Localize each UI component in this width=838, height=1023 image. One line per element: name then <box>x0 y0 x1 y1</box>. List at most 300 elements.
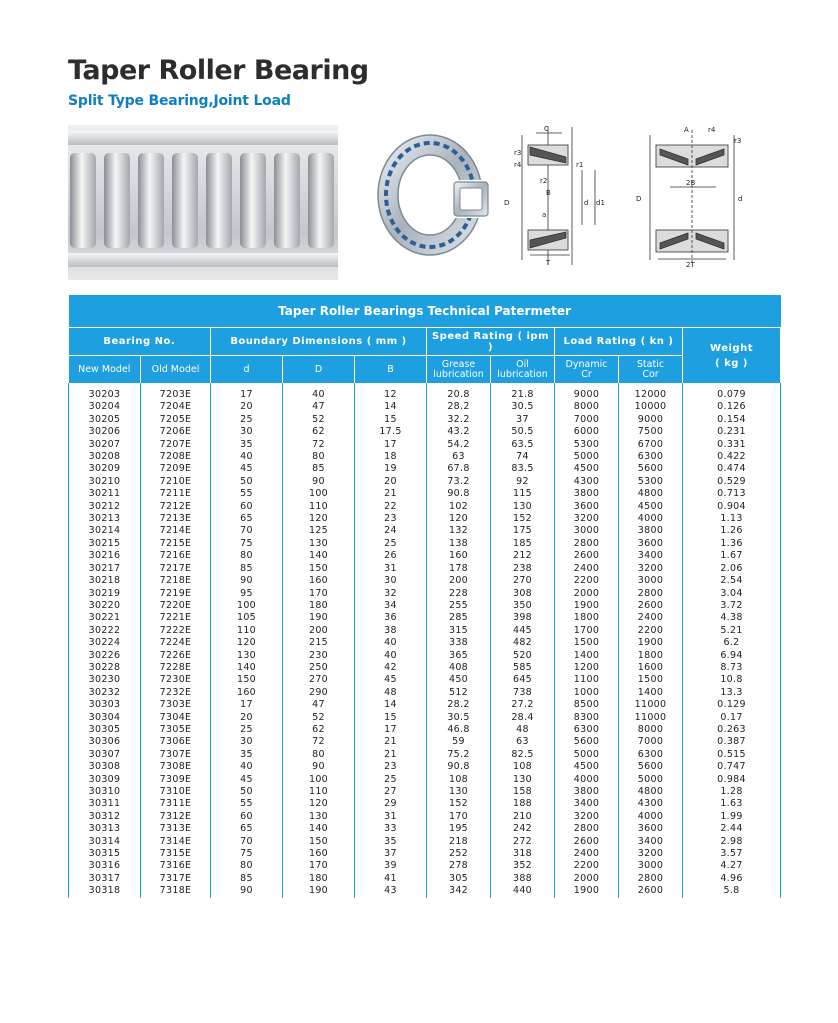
dynamic-line1: Dynamic <box>565 358 608 370</box>
table-cell: 0.331 <box>683 439 781 451</box>
table-cell: 160 <box>283 575 355 587</box>
dynamic-line2: Cr <box>581 368 592 380</box>
table-cell: 2400 <box>555 848 619 860</box>
table-cell: 338 <box>427 637 491 649</box>
table-row <box>69 650 781 662</box>
table-cell: 7211E <box>141 488 211 500</box>
table-cell: 270 <box>283 674 355 686</box>
table-cell: 4500 <box>555 761 619 773</box>
table-row <box>69 761 781 773</box>
label-r2: r2 <box>540 177 548 185</box>
double-row-diagram <box>628 125 758 270</box>
table-cell: 59 <box>427 736 491 748</box>
table-cell: 115 <box>491 488 555 500</box>
table-cell: 30224 <box>69 637 141 649</box>
table-row <box>69 885 781 897</box>
table-cell: 36 <box>355 612 427 624</box>
table-cell: 140 <box>283 550 355 562</box>
col-grease <box>427 356 491 384</box>
table-cell: 65 <box>211 513 283 525</box>
table-cell: 25 <box>355 538 427 550</box>
table-cell: 1.63 <box>683 798 781 810</box>
table-cell: 218 <box>427 836 491 848</box>
table-row <box>69 749 781 761</box>
table-cell: 12000 <box>619 383 683 401</box>
table-cell: 48 <box>491 724 555 736</box>
table-cell: 7306E <box>141 736 211 748</box>
table-row <box>69 712 781 724</box>
table-cell: 7209E <box>141 463 211 475</box>
table-cell: 9000 <box>619 414 683 426</box>
table-cell: 7309E <box>141 774 211 786</box>
col-dynamic <box>555 356 619 384</box>
label-t: T <box>546 259 551 267</box>
table-cell: 7212E <box>141 501 211 513</box>
table-cell: 1400 <box>555 650 619 662</box>
table-cell: 2600 <box>619 885 683 897</box>
table-row <box>69 538 781 550</box>
table-cell: 2.06 <box>683 563 781 575</box>
table-cell: 30212 <box>69 501 141 513</box>
bearing-render-image <box>372 130 492 260</box>
table-cell: 3400 <box>619 550 683 562</box>
table-cell: 45 <box>355 674 427 686</box>
table-cell: 17.5 <box>355 426 427 438</box>
table-cell: 4000 <box>555 774 619 786</box>
group-speed: Speed Rating ( ipm ) <box>427 328 555 356</box>
table-cell: 30311 <box>69 798 141 810</box>
table-cell: 4300 <box>555 476 619 488</box>
table-cell: 2200 <box>619 625 683 637</box>
table-cell: 85 <box>283 463 355 475</box>
table-cell: 30210 <box>69 476 141 488</box>
label-r4: r4 <box>514 161 522 169</box>
table-cell: 5.8 <box>683 885 781 897</box>
table-cell: 1900 <box>555 885 619 897</box>
table-cell: 30226 <box>69 650 141 662</box>
label-outer-d2: D <box>636 195 642 203</box>
table-cell: 1200 <box>555 662 619 674</box>
table-row <box>69 426 781 438</box>
table-cell: 4000 <box>619 513 683 525</box>
spec-table <box>68 295 780 898</box>
table-cell: 30213 <box>69 513 141 525</box>
table-cell: 318 <box>491 848 555 860</box>
table-cell: 30203 <box>69 383 141 401</box>
table-cell: 6300 <box>555 724 619 736</box>
table-cell: 102 <box>427 501 491 513</box>
table-cell: 2600 <box>555 550 619 562</box>
table-cell: 30 <box>355 575 427 587</box>
col-old-model: Old Model <box>141 356 211 384</box>
table-cell: 8000 <box>619 724 683 736</box>
table-cell: 82.5 <box>491 749 555 761</box>
table-cell: 105 <box>211 612 283 624</box>
table-cell: 0.529 <box>683 476 781 488</box>
table-cell: 138 <box>427 538 491 550</box>
table-cell: 0.387 <box>683 736 781 748</box>
label-d1: d1 <box>596 199 605 207</box>
table-row <box>69 860 781 872</box>
table-cell: 3800 <box>619 525 683 537</box>
table-cell: 90.8 <box>427 761 491 773</box>
table-cell: 7307E <box>141 749 211 761</box>
table-cell: 90.8 <box>427 488 491 500</box>
table-cell: 30312 <box>69 811 141 823</box>
table-cell: 140 <box>283 823 355 835</box>
table-cell: 47 <box>283 699 355 711</box>
table-cell: 238 <box>491 563 555 575</box>
table-cell: 28.2 <box>427 699 491 711</box>
table-cell: 8.73 <box>683 662 781 674</box>
table-cell: 0.474 <box>683 463 781 475</box>
table-cell: 1.26 <box>683 525 781 537</box>
table-cell: 30220 <box>69 600 141 612</box>
table-cell: 40 <box>211 761 283 773</box>
table-cell: 43 <box>355 885 427 897</box>
table-row <box>69 451 781 463</box>
table-cell: 1900 <box>619 637 683 649</box>
table-cell: 482 <box>491 637 555 649</box>
table-cell: 2000 <box>555 588 619 600</box>
table-cell: 30209 <box>69 463 141 475</box>
table-cell: 67.8 <box>427 463 491 475</box>
table-cell: 132 <box>427 525 491 537</box>
table-cell: 19 <box>355 463 427 475</box>
table-cell: 2400 <box>619 612 683 624</box>
table-cell: 130 <box>283 811 355 823</box>
page-subtitle: Split Type Bearing,Joint Load <box>68 93 291 109</box>
table-cell: 290 <box>283 687 355 699</box>
table-cell: 30230 <box>69 674 141 686</box>
table-cell: 39 <box>355 860 427 872</box>
table-cell: 3400 <box>555 798 619 810</box>
table-row <box>69 811 781 823</box>
table-cell: 25 <box>211 724 283 736</box>
table-cell: 4500 <box>619 501 683 513</box>
table-row <box>69 848 781 860</box>
table-cell: 0.747 <box>683 761 781 773</box>
table-cell: 170 <box>283 860 355 872</box>
table-row <box>69 674 781 686</box>
table-cell: 30 <box>211 426 283 438</box>
table-cell: 30219 <box>69 588 141 600</box>
table-cell: 130 <box>491 774 555 786</box>
group-load: Load Rating ( kn ) <box>555 328 683 356</box>
table-cell: 308 <box>491 588 555 600</box>
table-cell: 645 <box>491 674 555 686</box>
table-row <box>69 600 781 612</box>
table-cell: 75 <box>211 848 283 860</box>
table-cell: 0.904 <box>683 501 781 513</box>
table-cell: 13.3 <box>683 687 781 699</box>
table-cell: 21 <box>355 488 427 500</box>
table-cell: 30308 <box>69 761 141 773</box>
table-cell: 7207E <box>141 439 211 451</box>
table-cell: 7305E <box>141 724 211 736</box>
oil-line1: Oil <box>516 358 529 370</box>
table-cell: 120 <box>283 798 355 810</box>
table-cell: 6000 <box>555 426 619 438</box>
table-cell: 150 <box>283 836 355 848</box>
table-cell: 9000 <box>555 383 619 401</box>
table-cell: 7311E <box>141 798 211 810</box>
table-cell: 24 <box>355 525 427 537</box>
table-row <box>69 476 781 488</box>
table-cell: 3800 <box>555 488 619 500</box>
label-r4b: r4 <box>708 126 716 134</box>
table-cell: 46.8 <box>427 724 491 736</box>
table-cell: 18 <box>355 451 427 463</box>
table-cell: 20 <box>211 712 283 724</box>
table-cell: 4300 <box>619 798 683 810</box>
table-cell: 398 <box>491 612 555 624</box>
table-cell: 0.231 <box>683 426 781 438</box>
table-cell: 255 <box>427 600 491 612</box>
table-cell: 160 <box>283 848 355 860</box>
table-cell: 7314E <box>141 836 211 848</box>
table-cell: 14 <box>355 401 427 413</box>
table-cell: 2200 <box>555 860 619 872</box>
table-cell: 30217 <box>69 563 141 575</box>
table-cell: 63 <box>427 451 491 463</box>
table-cell: 7205E <box>141 414 211 426</box>
table-cell: 7313E <box>141 823 211 835</box>
table-cell: 7213E <box>141 513 211 525</box>
table-cell: 1700 <box>555 625 619 637</box>
table-cell: 3000 <box>619 860 683 872</box>
table-cell: 30207 <box>69 439 141 451</box>
table-cell: 63 <box>491 736 555 748</box>
table-cell: 6300 <box>619 749 683 761</box>
table-cell: 130 <box>211 650 283 662</box>
table-cell: 62 <box>283 724 355 736</box>
table-cell: 35 <box>211 749 283 761</box>
table-cell: 285 <box>427 612 491 624</box>
label-outer-d: D <box>504 199 510 207</box>
table-cell: 0.154 <box>683 414 781 426</box>
table-cell: 26 <box>355 550 427 562</box>
table-cell: 7224E <box>141 637 211 649</box>
table-cell: 32.2 <box>427 414 491 426</box>
table-cell: 7318E <box>141 885 211 897</box>
table-row <box>69 612 781 624</box>
table-cell: 30228 <box>69 662 141 674</box>
table-cell: 3600 <box>619 823 683 835</box>
table-cell: 8300 <box>555 712 619 724</box>
table-cell: 4500 <box>555 463 619 475</box>
col-static <box>619 356 683 384</box>
table-cell: 120 <box>427 513 491 525</box>
table-cell: 23 <box>355 761 427 773</box>
table-cell: 42 <box>355 662 427 674</box>
table-cell: 365 <box>427 650 491 662</box>
table-cell: 40 <box>355 637 427 649</box>
table-cell: 315 <box>427 625 491 637</box>
table-cell: 190 <box>283 885 355 897</box>
table-cell: 28.4 <box>491 712 555 724</box>
table-cell: 252 <box>427 848 491 860</box>
table-cell: 1000 <box>555 687 619 699</box>
table-cell: 7316E <box>141 860 211 872</box>
table-cell: 30221 <box>69 612 141 624</box>
table-cell: 3400 <box>619 836 683 848</box>
table-row <box>69 687 781 699</box>
table-cell: 7208E <box>141 451 211 463</box>
table-cell: 4.27 <box>683 860 781 872</box>
table-cell: 30309 <box>69 774 141 786</box>
table-cell: 7317E <box>141 873 211 885</box>
table-cell: 130 <box>491 501 555 513</box>
table-cell: 25 <box>211 414 283 426</box>
table-cell: 80 <box>283 451 355 463</box>
table-cell: 120 <box>283 513 355 525</box>
table-cell: 37 <box>355 848 427 860</box>
label-2b: 2B <box>686 179 696 187</box>
table-cell: 35 <box>211 439 283 451</box>
table-cell: 6700 <box>619 439 683 451</box>
table-cell: 17 <box>211 699 283 711</box>
table-cell: 30307 <box>69 749 141 761</box>
table-cell: 7206E <box>141 426 211 438</box>
table-cell: 5300 <box>619 476 683 488</box>
table-cell: 120 <box>211 637 283 649</box>
table-cell: 80 <box>283 749 355 761</box>
table-cell: 170 <box>427 811 491 823</box>
table-cell: 6300 <box>619 451 683 463</box>
table-row <box>69 823 781 835</box>
table-cell: 350 <box>491 600 555 612</box>
table-cell: 90 <box>211 885 283 897</box>
table-cell: 85 <box>211 563 283 575</box>
table-cell: 28.2 <box>427 401 491 413</box>
table-cell: 7216E <box>141 550 211 562</box>
table-cell: 5000 <box>555 451 619 463</box>
table-cell: 3.72 <box>683 600 781 612</box>
table-cell: 5600 <box>619 761 683 773</box>
table-cell: 2800 <box>619 873 683 885</box>
table-cell: 242 <box>491 823 555 835</box>
table-row <box>69 625 781 637</box>
table-cell: 352 <box>491 860 555 872</box>
table-cell: 30204 <box>69 401 141 413</box>
table-cell: 1900 <box>555 600 619 612</box>
table-cell: 30306 <box>69 736 141 748</box>
oil-line2: lubrication <box>497 368 548 380</box>
table-row <box>69 736 781 748</box>
table-cell: 7218E <box>141 575 211 587</box>
table-row <box>69 786 781 798</box>
table-cell: 2800 <box>619 588 683 600</box>
table-cell: 210 <box>491 811 555 823</box>
table-cell: 3600 <box>555 501 619 513</box>
table-cell: 1800 <box>555 612 619 624</box>
table-cell: 160 <box>211 687 283 699</box>
table-cell: 54.2 <box>427 439 491 451</box>
table-row <box>69 513 781 525</box>
table-row <box>69 463 781 475</box>
table-cell: 30216 <box>69 550 141 562</box>
group-boundary: Boundary Dimensions ( mm ) <box>211 328 427 356</box>
table-cell: 63.5 <box>491 439 555 451</box>
table-cell: 74 <box>491 451 555 463</box>
table-cell: 1600 <box>619 662 683 674</box>
table-cell: 43.2 <box>427 426 491 438</box>
table-cell: 1.67 <box>683 550 781 562</box>
table-cell: 30304 <box>69 712 141 724</box>
table-cell: 228 <box>427 588 491 600</box>
table-cell: 3200 <box>555 513 619 525</box>
table-cell: 388 <box>491 873 555 885</box>
table-cell: 7210E <box>141 476 211 488</box>
table-cell: 7500 <box>619 426 683 438</box>
weight-label: Weight <box>710 342 753 354</box>
table-cell: 90 <box>211 575 283 587</box>
table-cell: 30 <box>211 736 283 748</box>
table-cell: 30215 <box>69 538 141 550</box>
table-cell: 7220E <box>141 600 211 612</box>
table-cell: 31 <box>355 563 427 575</box>
table-cell: 2000 <box>555 873 619 885</box>
table-row <box>69 563 781 575</box>
col-outer-d: D <box>283 356 355 384</box>
table-cell: 440 <box>491 885 555 897</box>
table-row <box>69 439 781 451</box>
table-cell: 14 <box>355 699 427 711</box>
table-cell: 125 <box>283 525 355 537</box>
table-cell: 7222E <box>141 625 211 637</box>
table-cell: 5600 <box>619 463 683 475</box>
table-cell: 2800 <box>555 823 619 835</box>
table-cell: 212 <box>491 550 555 562</box>
table-cell: 110 <box>283 501 355 513</box>
col-d: d <box>211 356 283 384</box>
table-cell: 0.713 <box>683 488 781 500</box>
table-cell: 2.98 <box>683 836 781 848</box>
table-cell: 342 <box>427 885 491 897</box>
table-row <box>69 873 781 885</box>
table-row <box>69 699 781 711</box>
page-title: Taper Roller Bearing <box>68 55 369 86</box>
table-cell: 5000 <box>619 774 683 786</box>
table-cell: 230 <box>283 650 355 662</box>
table-row <box>69 525 781 537</box>
table-cell: 95 <box>211 588 283 600</box>
table-cell: 1100 <box>555 674 619 686</box>
table-cell: 7312E <box>141 811 211 823</box>
table-cell: 90 <box>283 761 355 773</box>
table-cell: 1.99 <box>683 811 781 823</box>
table-cell: 1.28 <box>683 786 781 798</box>
table-cell: 150 <box>211 674 283 686</box>
table-cell: 15 <box>355 414 427 426</box>
table-cell: 100 <box>283 774 355 786</box>
table-cell: 0.422 <box>683 451 781 463</box>
table-cell: 8000 <box>555 401 619 413</box>
table-cell: 272 <box>491 836 555 848</box>
col-new-model: New Model <box>69 356 141 384</box>
table-title: Taper Roller Bearings Technical Patermeter <box>69 295 781 328</box>
table-cell: 5.21 <box>683 625 781 637</box>
label-r3: r3 <box>514 149 522 157</box>
table-cell: 30314 <box>69 836 141 848</box>
table-cell: 152 <box>427 798 491 810</box>
table-cell: 7304E <box>141 712 211 724</box>
table-cell: 3.57 <box>683 848 781 860</box>
table-cell: 175 <box>491 525 555 537</box>
table-cell: 17 <box>355 439 427 451</box>
table-cell: 17 <box>211 383 283 401</box>
